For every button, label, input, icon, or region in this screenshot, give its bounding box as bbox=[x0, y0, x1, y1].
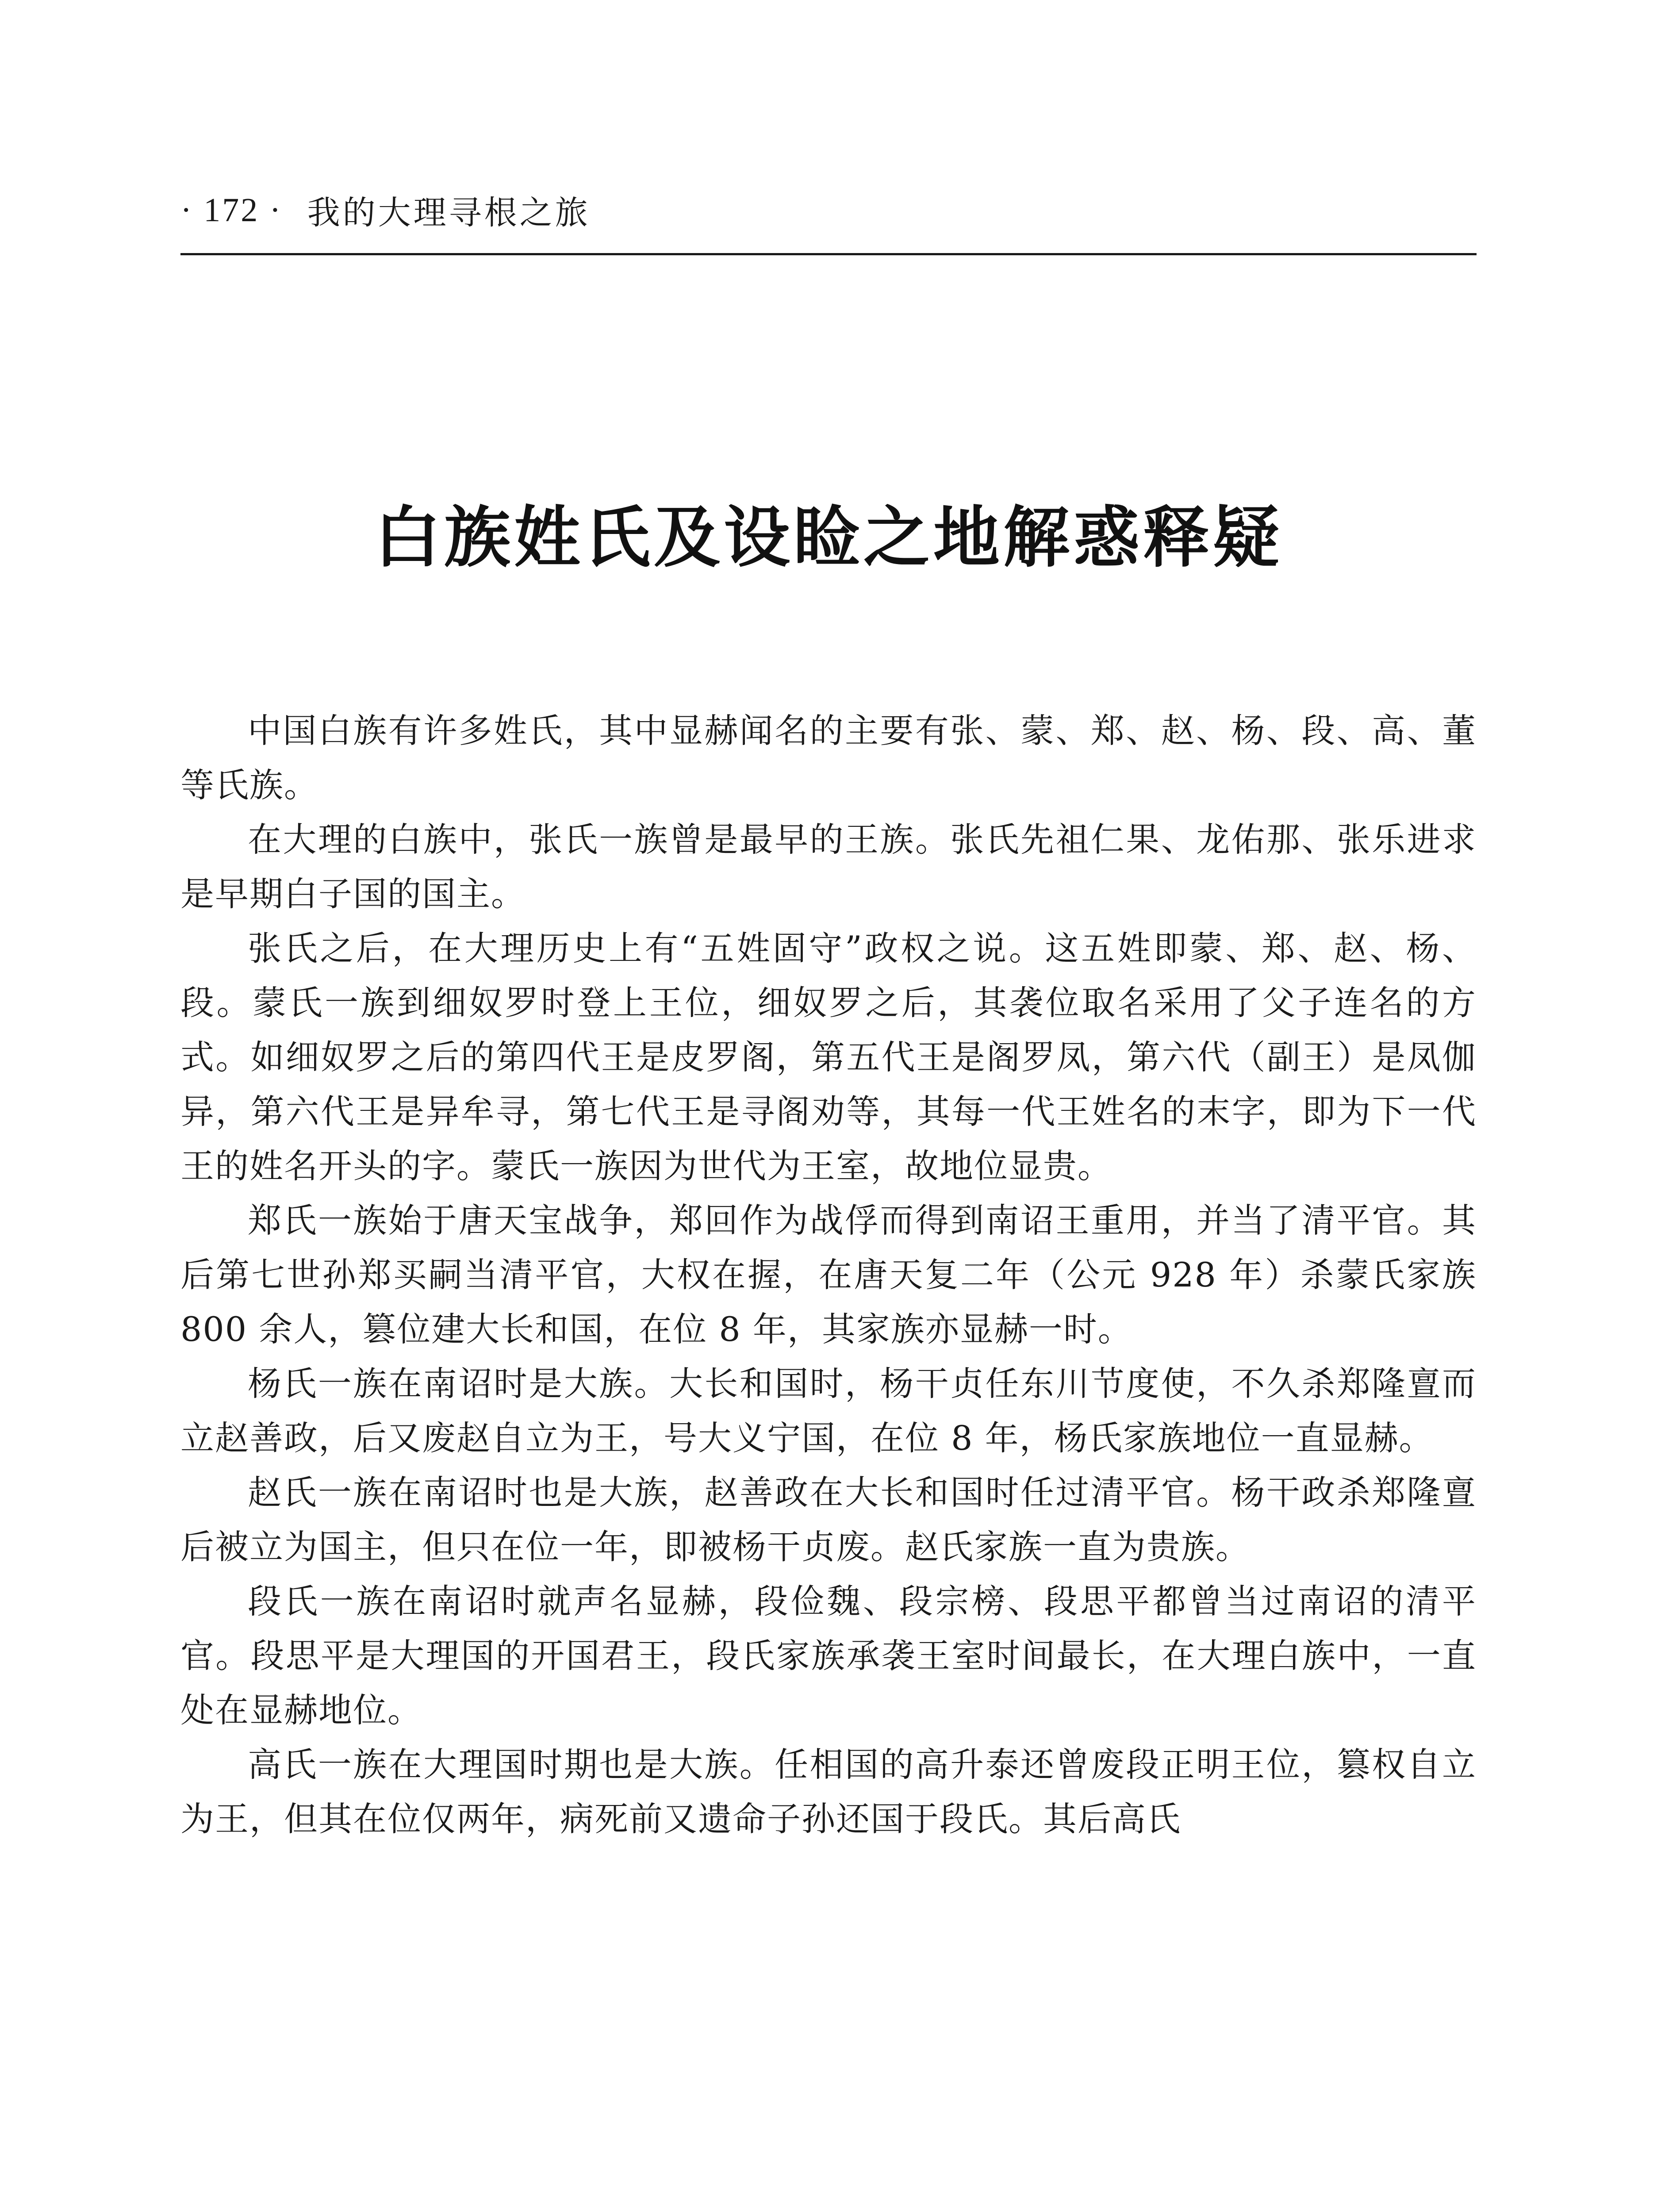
paragraph-2: 在大理的白族中，张氏一族曾是最早的王族。张氏先祖仁果、龙佑那、张乐进求是早期白子国的国主。 bbox=[180, 820, 1477, 914]
paragraph-3: 张氏之后，在大理历史上有“五姓固守”政权之说。这五姓即蒙、郑、赵、杨、段。蒙氏一族到细奴罗时登上王位，细奴罗之后，其袭位取名采用了父子连名的方式。如细奴罗之后的第四代王是皮罗阁，第五代王是阁罗凤，第六代（副王）是凤伽异，第六代王是异牟寻，第七代王是寻阁劝等，其每一代王姓名的末字，即为下一代王的姓名开头的字。蒙氏一族因为世代为王室，故地位显贵。 bbox=[180, 929, 1477, 1186]
paragraph-1: 中国白族有许多姓氏，其中显赫闻名的主要有张、蒙、郑、赵、杨、段、高、董等氏族。 bbox=[180, 711, 1477, 805]
chapter-title: 白族姓氏及设睑之地解惑释疑 bbox=[374, 499, 1283, 576]
paragraph-5: 杨氏一族在南诏时是大族。大长和国时，杨干贞任东川节度使，不久杀郑隆亶而立赵善政，后又废赵自立为王，号大义宁国，在位 8 年，杨氏家族地位一直显赫。 bbox=[180, 1364, 1477, 1458]
paragraph-8: 高氏一族在大理国时期也是大族。任相国的高升泰还曾废段正明王位，篡权自立为王，但其在位仅两年，病死前又遗命子孙还国于段氏。其后高氏 bbox=[180, 1745, 1477, 1839]
paragraph-6: 赵氏一族在南诏时也是大族，赵善政在大长和国时任过清平官。杨干政杀郑隆亶后被立为国主，但只在位一年，即被杨干贞废。赵氏家族一直为贵族。 bbox=[180, 1473, 1477, 1567]
body-text bbox=[180, 703, 1477, 1846]
paragraph-7: 段氏一族在南诏时就声名显赫，段俭魏、段宗榜、段思平都曾当过南诏的清平官。段思平是大理国的开国君王，段氏家族承袭王室时间最长，在大理白族中，一直处在显赫地位。 bbox=[180, 1582, 1477, 1730]
running-header bbox=[180, 186, 1477, 234]
paragraph-4: 郑氏一族始于唐天宝战争，郑回作为战俘而得到南诏王重用，并当了清平官。其后第七世孙郑买嗣当清平官，大权在握，在唐天复二年（公元 928 年）杀蒙氏家族 800 余人，篡位建大长和国，在位 8 年，其家族亦显赫一时。 bbox=[180, 1201, 1477, 1349]
header-rule bbox=[180, 253, 1477, 255]
page-number: · 172 · bbox=[180, 191, 283, 229]
book-title: 我的大理寻根之旅 bbox=[307, 194, 591, 232]
